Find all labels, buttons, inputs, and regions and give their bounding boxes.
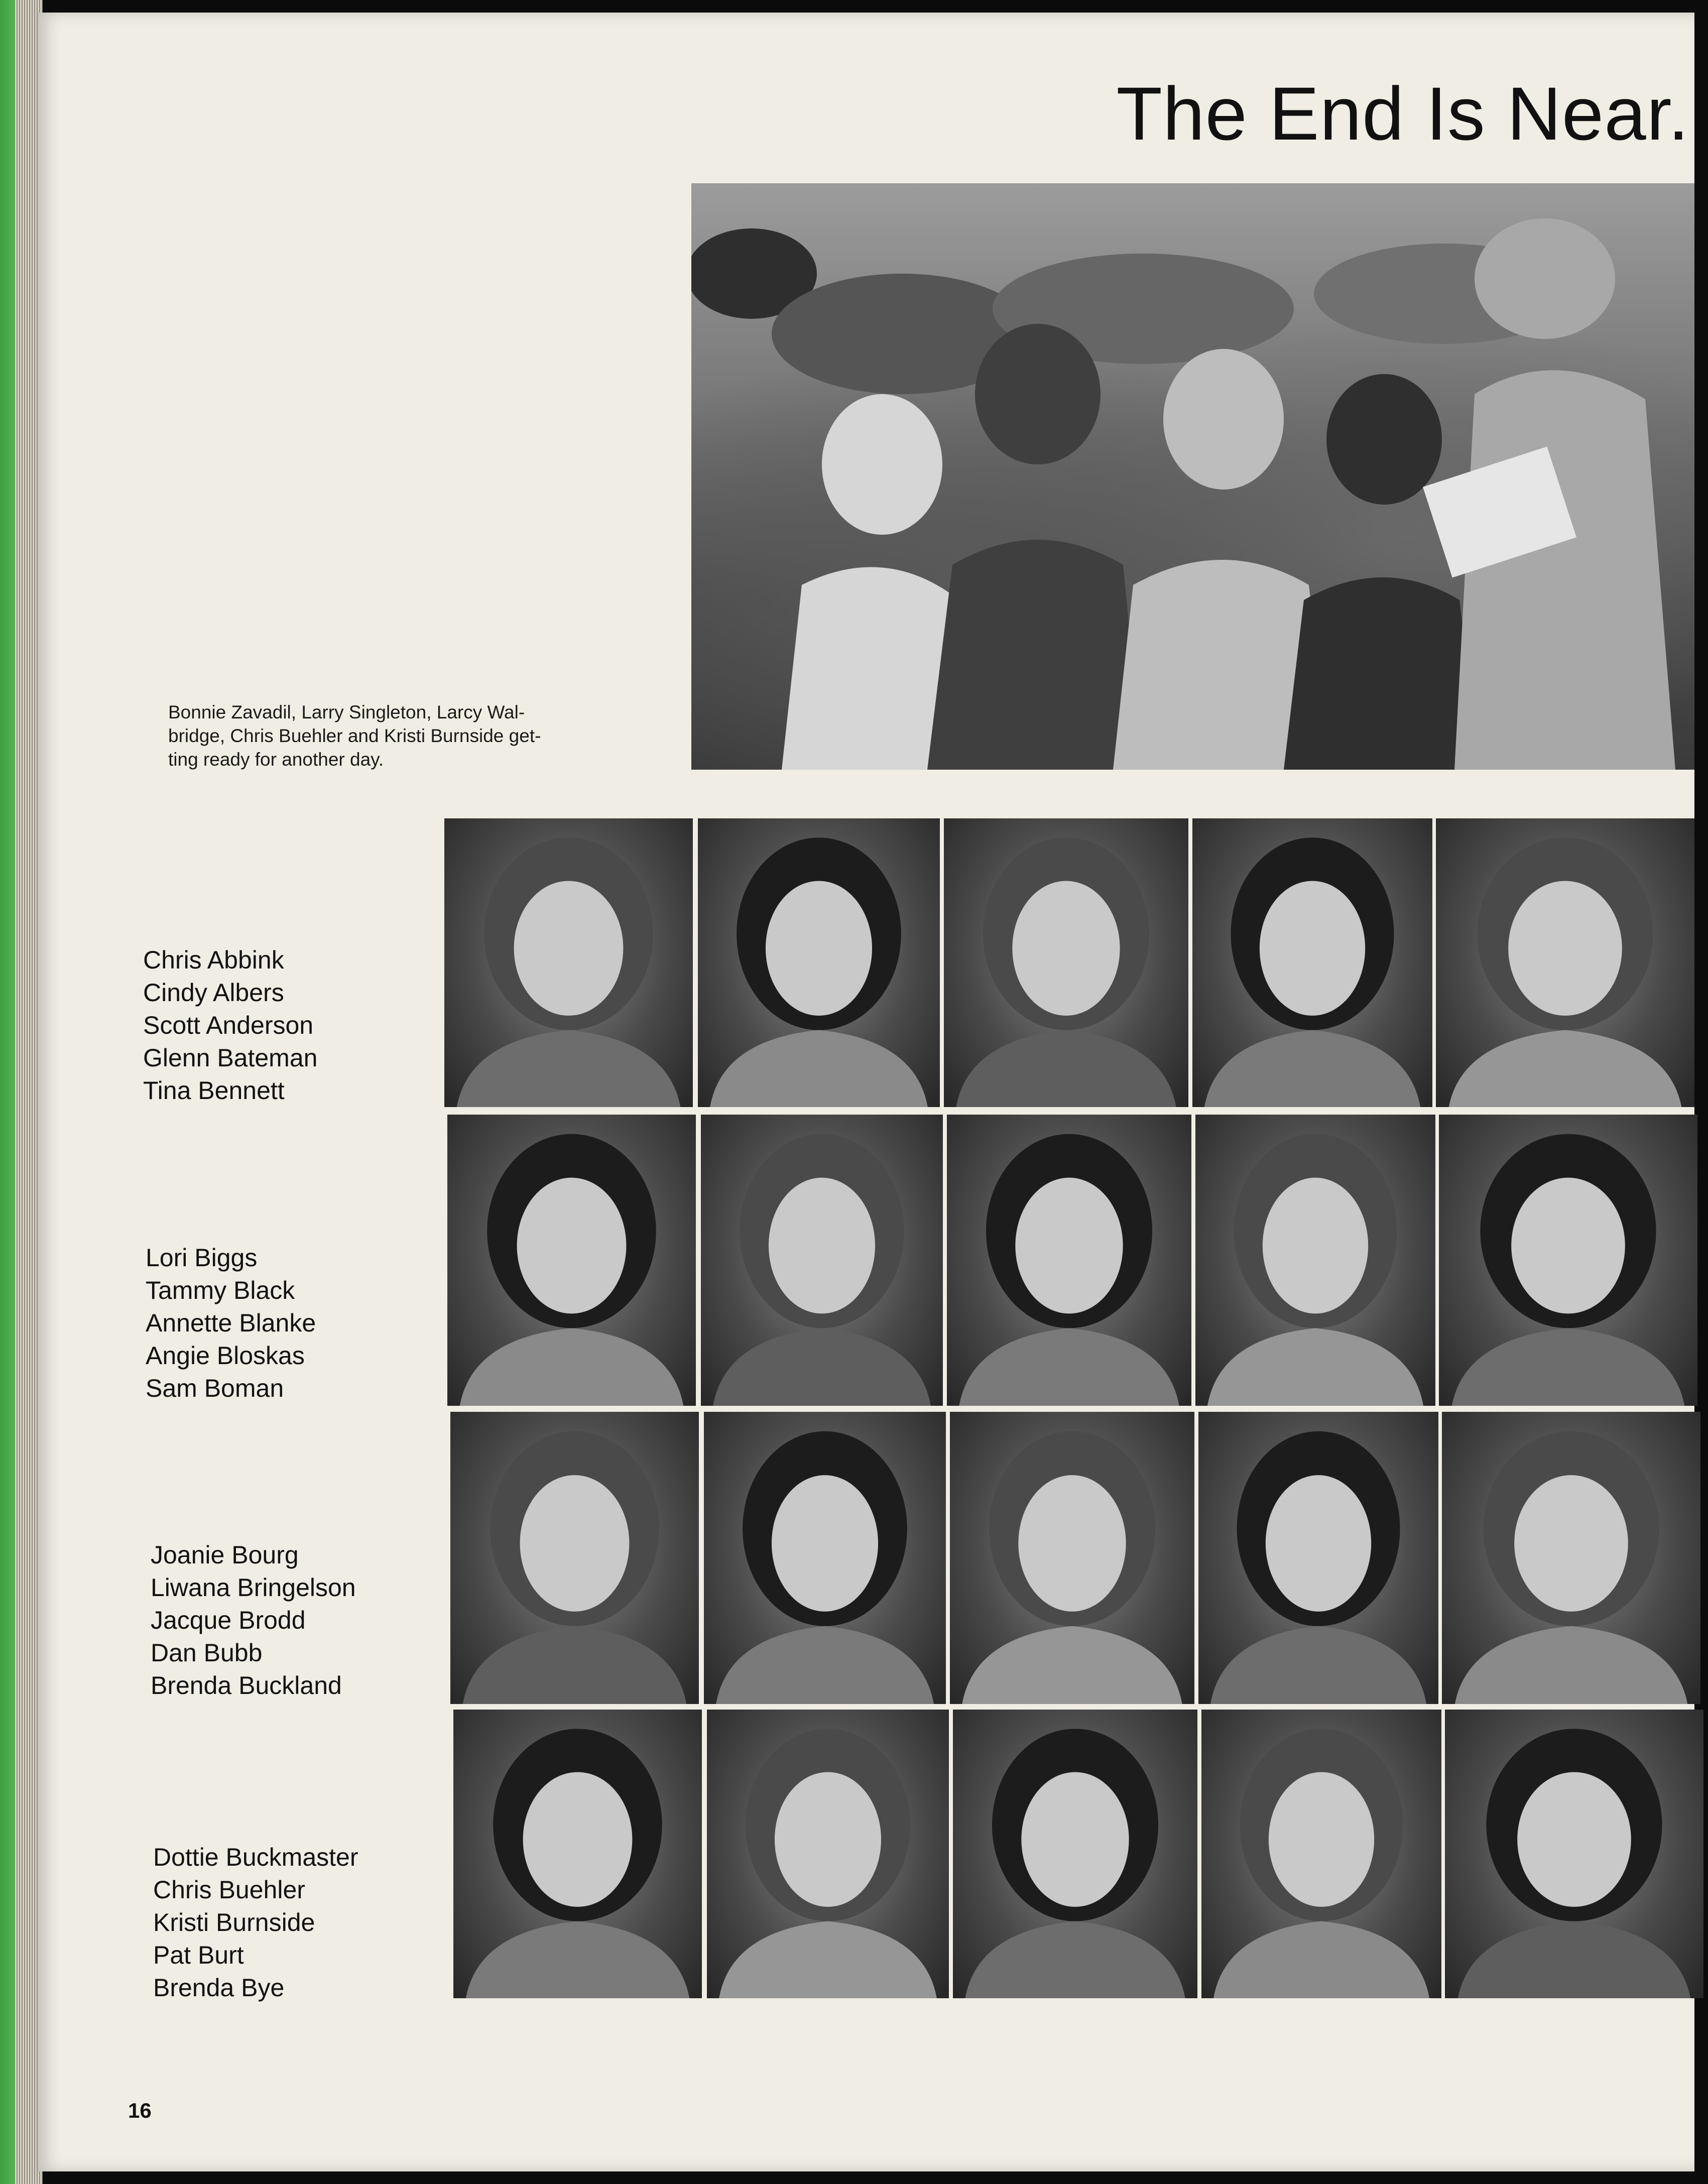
name-list-row-4 [153, 1841, 358, 2004]
portrait-photo-icon [447, 1115, 696, 1406]
portrait-photo-icon [1439, 1115, 1697, 1406]
caption-line: ting ready for another day. [168, 749, 384, 770]
portrait-photo-icon [701, 1115, 943, 1406]
student-portrait [453, 1710, 702, 1998]
student-portrait [947, 1115, 1191, 1406]
student-name: Jacque Brodd [151, 1606, 306, 1634]
student-name: Liwana Bringelson [151, 1573, 356, 1602]
student-name: Tammy Black [146, 1276, 295, 1304]
name-list-row-3 [151, 1539, 356, 1702]
portrait-photo-icon [698, 818, 940, 1107]
caption-line: bridge, Chris Buehler and Kristi Burnside get- [168, 725, 541, 746]
student-portrait [1442, 1412, 1700, 1704]
portrait-photo-icon [1198, 1412, 1438, 1704]
student-portrait [1445, 1710, 1703, 1998]
student-name: Chris Abbink [143, 946, 284, 974]
student-name: Scott Anderson [143, 1011, 314, 1039]
portrait-photo-icon [1192, 818, 1432, 1107]
portrait-photo-icon [704, 1412, 946, 1704]
student-portrait [444, 818, 693, 1107]
student-name: Tina Bennett [143, 1076, 285, 1105]
student-name: Cindy Albers [143, 979, 284, 1007]
student-portrait [447, 1115, 696, 1406]
portrait-photo-icon [1442, 1412, 1700, 1704]
portrait-photo-icon [947, 1115, 1191, 1406]
portrait-photo-icon [953, 1710, 1197, 1998]
student-portrait [698, 818, 940, 1107]
student-name: Dottie Buckmaster [153, 1843, 358, 1871]
portrait-grid [444, 818, 1694, 2018]
student-name: Glenn Bateman [143, 1044, 318, 1072]
student-portrait [1192, 818, 1432, 1107]
page-title: The End Is Near. [1116, 71, 1689, 156]
student-portrait [1195, 1115, 1435, 1406]
student-name: Sam Boman [146, 1374, 284, 1402]
student-portrait [950, 1412, 1194, 1704]
portrait-photo-icon [950, 1412, 1194, 1704]
group-photo-icon [691, 183, 1694, 770]
portrait-photo-icon [1445, 1710, 1703, 1998]
student-name: Joanie Bourg [151, 1541, 299, 1569]
yearbook-page [38, 13, 1694, 2171]
student-name: Kristi Burnside [153, 1908, 315, 1936]
portrait-photo-icon [444, 818, 693, 1107]
student-portrait [707, 1710, 949, 1998]
portrait-photo-icon [1436, 818, 1694, 1107]
caption-line: Bonnie Zavadil, Larry Singleton, Larcy Wal- [168, 702, 525, 722]
student-portrait [944, 818, 1188, 1107]
student-name: Brenda Bye [153, 1974, 285, 2002]
student-name: Annette Blanke [146, 1309, 316, 1337]
student-portrait [953, 1710, 1197, 1998]
portrait-photo-icon [1201, 1710, 1441, 1998]
photo-caption [168, 700, 670, 771]
student-portrait [450, 1412, 699, 1704]
portrait-photo-icon [450, 1412, 699, 1704]
name-list-row-2 [146, 1242, 316, 1405]
portrait-photo-icon [1195, 1115, 1435, 1406]
portrait-photo-icon [453, 1710, 702, 1998]
name-list-row-1 [143, 944, 317, 1107]
student-portrait [1439, 1115, 1697, 1406]
student-portrait [1201, 1710, 1441, 1998]
student-portrait [701, 1115, 943, 1406]
student-portrait [704, 1412, 946, 1704]
student-name: Pat Burt [153, 1941, 244, 1969]
student-name: Dan Bubb [151, 1639, 263, 1667]
student-name: Chris Buehler [153, 1876, 305, 1904]
student-name: Lori Biggs [146, 1244, 258, 1272]
portrait-photo-icon [707, 1710, 949, 1998]
student-name: Angie Bloskas [146, 1342, 305, 1370]
student-portrait [1198, 1412, 1438, 1704]
page-number: 16 [128, 2099, 152, 2122]
group-photo [691, 183, 1694, 770]
student-name: Brenda Buckland [151, 1671, 342, 1700]
portrait-photo-icon [944, 818, 1188, 1107]
student-portrait [1436, 818, 1694, 1107]
